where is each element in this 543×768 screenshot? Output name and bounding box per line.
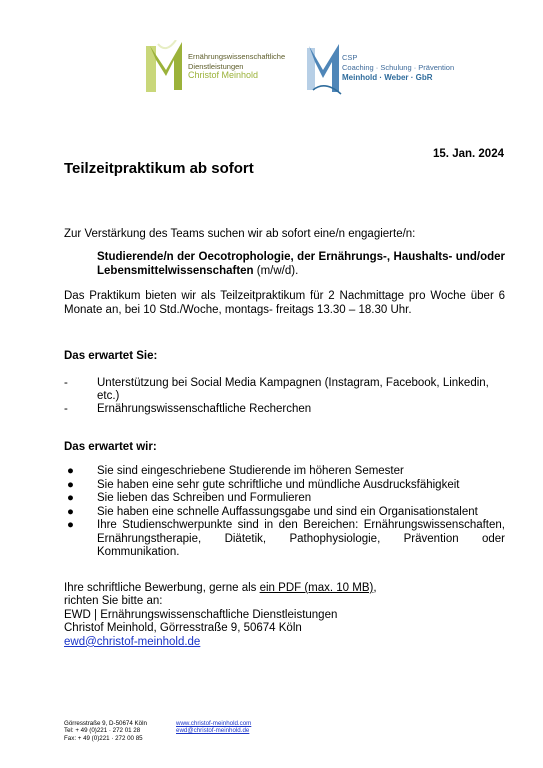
footer-email-link[interactable]: ewd@christof-meinhold.de bbox=[176, 727, 250, 735]
csp-logo bbox=[305, 40, 455, 96]
contact-email-link[interactable]: ewd@christof-meinhold.de bbox=[64, 635, 201, 648]
list-item: ● Sie haben eine sehr gute schriftliche und mündliche Ausdrucksfähigkeit bbox=[67, 478, 460, 491]
ewd-logo bbox=[146, 38, 286, 96]
list-item: ● Sie lieben das Schreiben und Formulieren bbox=[67, 492, 312, 504]
document-date: 15. Jan. 2024 bbox=[433, 148, 504, 160]
section-heading-wir: Das erwartet wir: bbox=[64, 441, 157, 453]
list-item: ● Sie haben eine schnelle Auffassungsgabe und sind ein Organisationstalent bbox=[67, 505, 478, 518]
footer-tel: Tel: + 49 (0)221 · 272 01 28 bbox=[64, 727, 141, 735]
list-item: - Ernährungswissenschaftliche Recherchen bbox=[64, 403, 312, 415]
dash-marker: - bbox=[64, 377, 68, 389]
footer-fax: Fax: + 49 (0)221 · 272 00 85 bbox=[64, 734, 143, 742]
intro-text: Zur Verstärkung des Teams suchen wir ab sofort eine/n engagierte/n: bbox=[64, 228, 416, 240]
csp-logo-mark-icon bbox=[305, 40, 343, 96]
bullet-icon: ● bbox=[67, 478, 74, 491]
praktikum-details: Das Praktikum bieten wir als Teilzeitpraktikum für 2 Nachmittage pro Woche über 6 Monate an, bei 10 Std./Woche, montags- freitags 13.30 – 18.30 Uhr. bbox=[64, 290, 505, 316]
task-list bbox=[64, 377, 505, 416]
contact-line-4: Christof Meinhold, Görresstraße 9, 50674 Köln bbox=[64, 622, 302, 635]
list-item: - Unterstützung bei Social Media Kampagnen (Instagram, Facebook, Linkedin, etc.) bbox=[64, 377, 489, 402]
bullet-icon: ● bbox=[67, 505, 74, 518]
bullet-icon: ● bbox=[67, 519, 74, 531]
contact-line-1: Ihre schriftliche Bewerbung, gerne als ein PDF (max. 10 MB), bbox=[64, 582, 377, 594]
target-group-suffix: (m/w/d). bbox=[253, 264, 299, 277]
contact-block bbox=[64, 582, 377, 649]
bullet-icon: ● bbox=[67, 492, 74, 504]
list-item: ● Ihre Studienschwerpunkte sind in den Bereichen: Ernährungswissenschaften, Ernährungstherapie, Diätetik, Pathophysiologie, Prävention oder Kommunikation. bbox=[67, 519, 505, 558]
list-item: ● Sie sind eingeschriebene Studierende im höheren Semester bbox=[67, 465, 404, 477]
requirements-list bbox=[64, 465, 505, 560]
section-heading-sie: Das erwartet Sie: bbox=[64, 350, 158, 362]
ewd-logo-mark-icon bbox=[146, 40, 186, 94]
footer-links bbox=[176, 720, 251, 735]
page-title: Teilzeitpraktikum ab sofort bbox=[64, 160, 254, 177]
dash-marker: - bbox=[64, 403, 68, 415]
footer-street: Görresstraße 9, D-50674 Köln bbox=[64, 720, 147, 727]
csp-logo-line-2: Coaching · Schulung · Prävention bbox=[342, 63, 455, 72]
contact-line-2: richten Sie bitte an: bbox=[64, 595, 163, 608]
ewd-logo-line-2: Dienstleistungen bbox=[188, 61, 244, 71]
footer-web-link[interactable]: www.christof-meinhold.com bbox=[176, 720, 252, 727]
target-group-bold: Studierende/n der Oecotrophologie, der Ernährungs-, Haushalts- und/oder Lebensmittelwissenschaften bbox=[97, 251, 505, 277]
footer-address bbox=[64, 720, 147, 742]
csp-logo-brand: Meinhold · Weber · GbR bbox=[342, 73, 433, 82]
target-group bbox=[97, 251, 505, 278]
ewd-logo-line-1: Ernährungswissenschaftliche bbox=[188, 52, 286, 61]
pdf-link[interactable]: ein PDF (max. 10 MB) bbox=[259, 582, 374, 594]
contact-line-3: EWD | Ernährungswissenschaftliche Dienstleistungen bbox=[64, 608, 338, 621]
ewd-logo-brand: Christof Meinhold bbox=[188, 70, 259, 80]
bullet-icon: ● bbox=[67, 465, 74, 477]
csp-logo-line-1: CSP bbox=[342, 53, 358, 62]
